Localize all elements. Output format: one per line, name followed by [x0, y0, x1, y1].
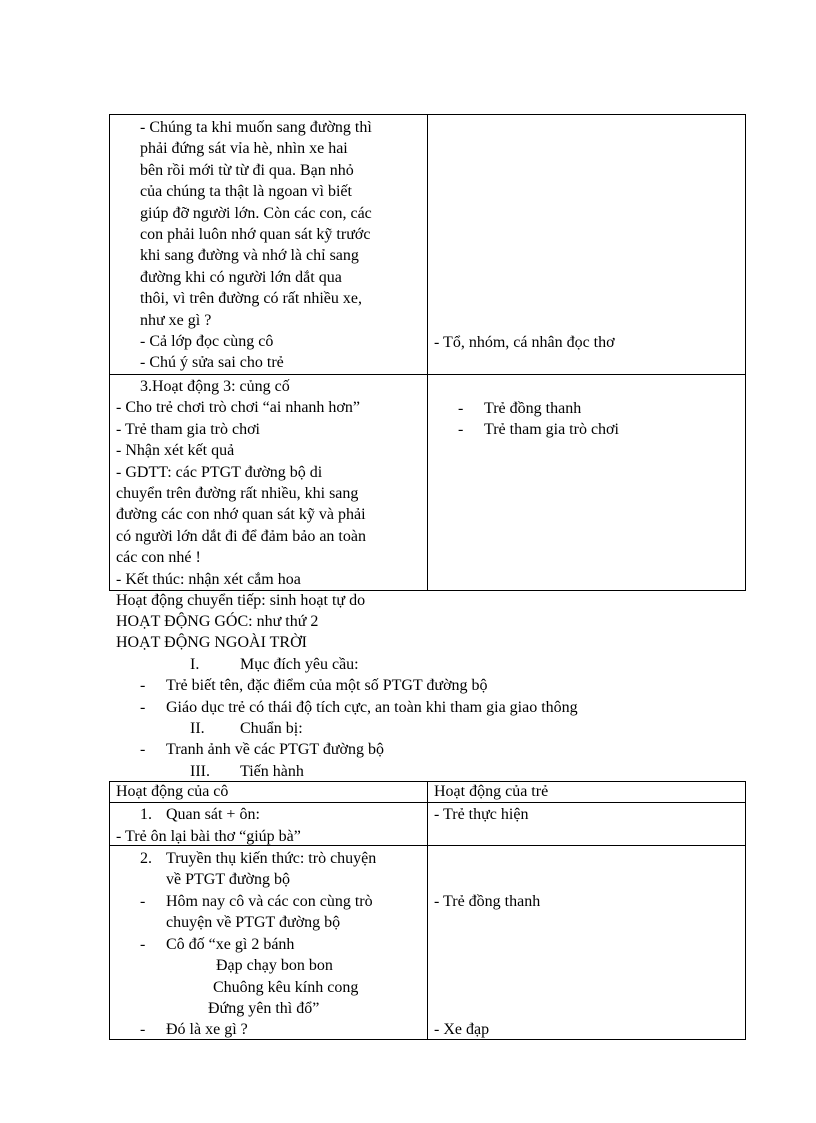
teacher-cell — [110, 115, 428, 375]
list-item: - Cô đố “xe gì 2 bánh — [140, 936, 295, 953]
table-header-row — [110, 782, 746, 803]
section-title: Tiến hành — [240, 763, 304, 780]
list-item: - Trẻ ôn lại bài thơ “giúp bà” — [116, 828, 301, 845]
child-cell — [428, 115, 746, 375]
text-line: chuyển trên đường rất nhiều, khi sang — [116, 484, 359, 502]
list-item: - Trẻ thực hiện — [434, 806, 529, 823]
teacher-cell — [110, 374, 428, 590]
transition-text: Hoạt động chuyển tiếp: sinh hoạt tự do — [116, 592, 366, 609]
table-row — [110, 846, 746, 1040]
text-line: - Cho trẻ chơi trò chơi “ai nhanh hơn” — [116, 399, 360, 417]
text-line: - Kết thúc: nhận xét cắm hoa — [116, 570, 301, 588]
teacher-cell — [110, 846, 428, 1040]
section-title: Chuẩn bị: — [240, 720, 303, 737]
text-line: thôi, vì trên đường có rất nhiều xe, — [140, 290, 362, 308]
text-line: - GDTT: các PTGT đường bộ di — [116, 463, 323, 481]
list-item: - Tranh ảnh về các PTGT đường bộ — [140, 741, 384, 758]
child-cell — [428, 846, 746, 1040]
section-heading — [190, 718, 205, 739]
list-item: về PTGT đường bộ — [166, 871, 290, 888]
section-number: III. — [190, 763, 210, 780]
section-heading — [190, 654, 199, 675]
text-line: của chúng ta thật là ngoan vì biết — [140, 183, 352, 201]
text-line: đường các con nhớ quan sát kỹ và phải — [116, 506, 366, 524]
list-item: - Xe đạp — [434, 1021, 490, 1038]
row2-left-text — [116, 376, 421, 590]
row1-left-text — [116, 117, 421, 374]
list-item: - Trẻ biết tên, đặc điểm của một số PTGT đường bộ — [140, 677, 488, 694]
text-line: - Cả lớp đọc cùng cô — [140, 333, 274, 351]
text-line: giúp đỡ người lớn. Còn các con, các — [140, 204, 372, 222]
row1-right-text: - Tổ, nhóm, cá nhân đọc thơ — [434, 334, 615, 351]
text-line: phải đứng sát vỉa hè, nhìn xe hai — [140, 140, 348, 158]
text-line: - Chú ý sửa sai cho trẻ — [140, 354, 284, 372]
text-line: có người lớn dắt đi để đảm bảo an toàn — [116, 527, 366, 545]
table-row — [110, 803, 746, 846]
poem-line: Đạp chạy bon bon — [216, 957, 333, 974]
teacher-cell — [110, 803, 428, 846]
table-row — [110, 115, 746, 375]
list-item: 1. Quan sát + ôn: — [140, 806, 260, 823]
text-line: - Nhận xét kết quả — [116, 442, 235, 460]
activity-table-bottom — [109, 781, 746, 1040]
child-cell — [428, 374, 746, 590]
list-item: chuyện về PTGT đường bộ — [166, 914, 341, 931]
list-item: - Hôm nay cô và các con cùng trò — [140, 893, 373, 910]
poem-line: Chuông kêu kính cong — [213, 979, 359, 996]
header-cell-teacher: Hoạt động của cô — [110, 782, 428, 803]
poem-line: Đứng yên thì đổ” — [208, 1000, 320, 1017]
list-item: - Trẻ đồng thanh — [458, 399, 582, 417]
section-heading — [190, 761, 210, 782]
child-cell — [428, 803, 746, 846]
list-item: - Đó là xe gì ? — [140, 1021, 248, 1038]
text-line: - Chúng ta khi muốn sang đường thì — [140, 119, 372, 136]
text-line: đường khi có người lớn dắt qua — [140, 268, 342, 286]
text-line: khi sang đường và nhớ là chỉ sang — [140, 247, 359, 265]
corner-activity-text: HOẠT ĐỘNG GÓC: như thứ 2 — [116, 613, 319, 630]
text-line: bên rồi mới từ từ đi qua. Bạn nhỏ — [140, 161, 354, 179]
activity-table-top — [109, 114, 746, 591]
text-line: như xe gì ? — [140, 311, 212, 329]
section-number: I. — [190, 656, 200, 673]
section-number: II. — [190, 720, 205, 737]
header-cell-child: Hoạt động của trẻ — [428, 782, 746, 803]
text-line: con phải luôn nhớ quan sát kỹ trước — [140, 226, 371, 244]
table-row — [110, 374, 746, 590]
outdoor-activity-heading: HOẠT ĐỘNG NGOÀI TRỜI — [116, 634, 307, 651]
text-line: - Trẻ tham gia trò chơi — [116, 420, 260, 438]
text-line: các con nhé ! — [116, 549, 201, 567]
list-item: - Trẻ tham gia trò chơi — [458, 420, 619, 438]
section-title: Mục đích yêu cầu: — [240, 656, 359, 673]
list-item: - Trẻ đồng thanh — [434, 893, 541, 910]
text-line: 3.Hoạt động 3: củng cố — [140, 377, 290, 395]
list-item: - Giáo dục trẻ có thái độ tích cực, an toàn khi tham gia giao thông — [140, 699, 578, 716]
list-item: 2. Truyền thụ kiến thức: trò chuyện — [140, 850, 377, 867]
